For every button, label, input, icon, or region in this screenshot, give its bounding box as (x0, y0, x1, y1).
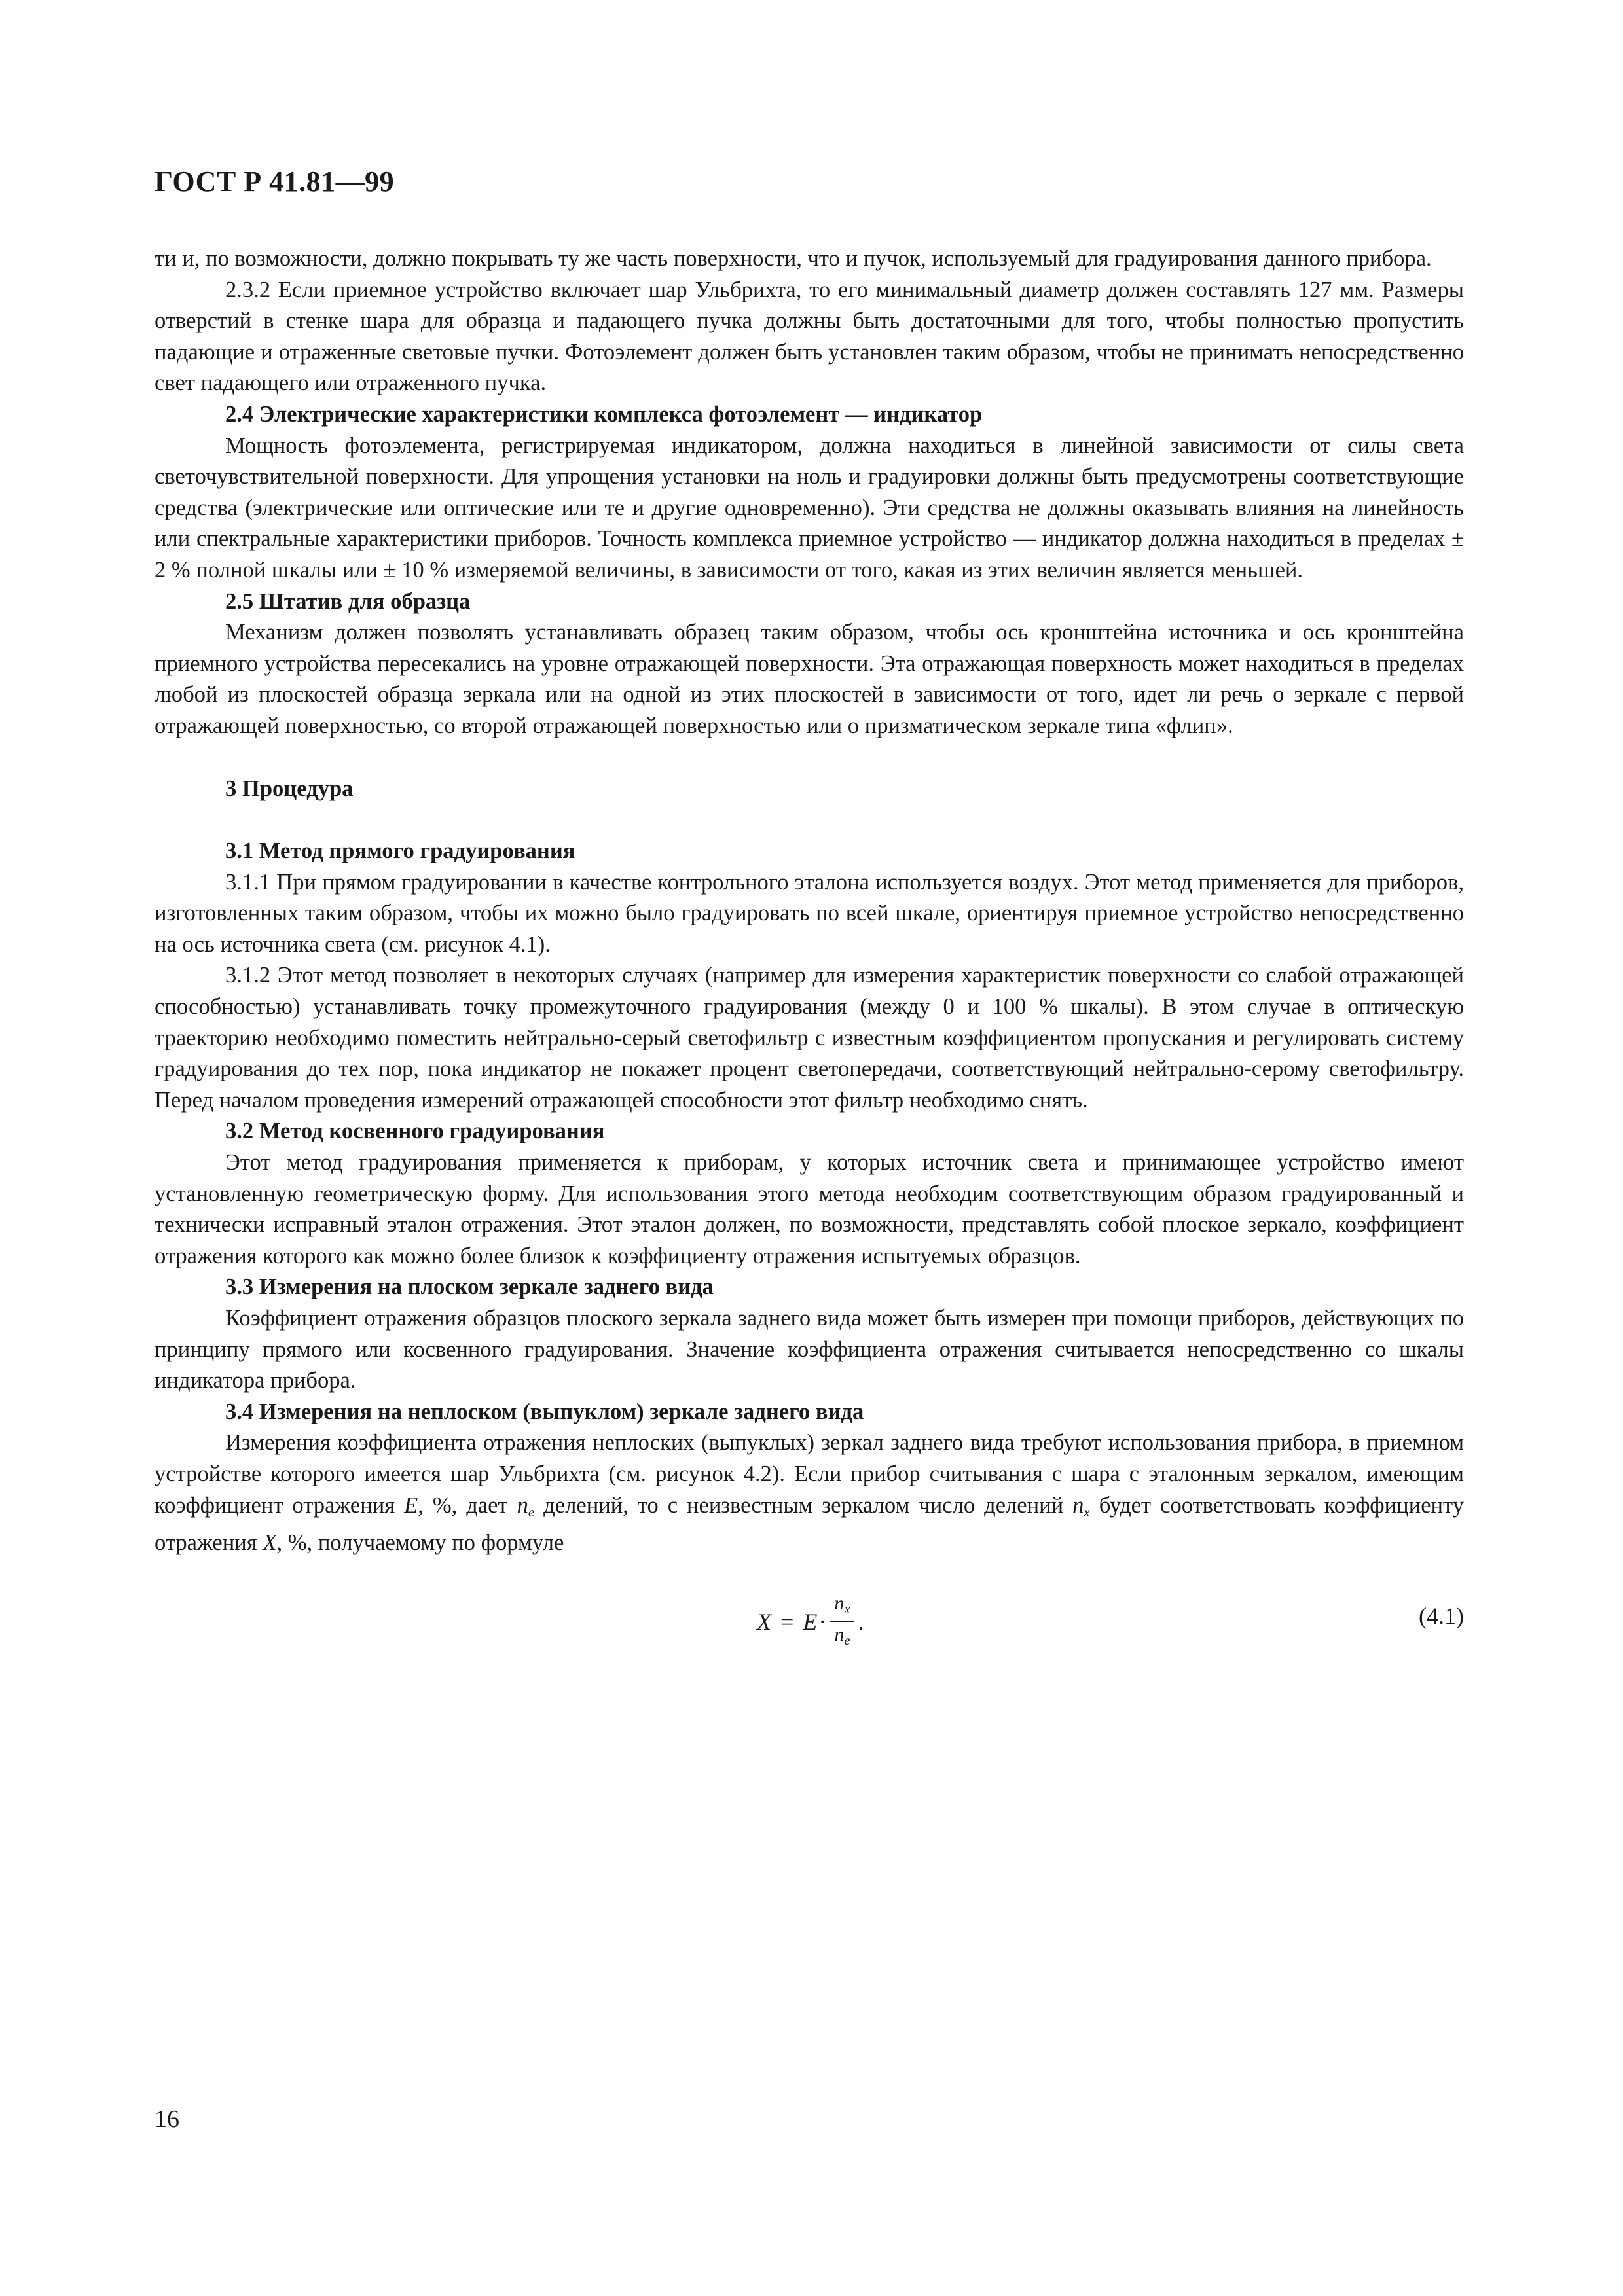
heading-2-5: 2.5 Штатив для образца (225, 588, 471, 614)
formula-e: E (803, 1608, 818, 1635)
formula-4-1 (155, 1583, 1464, 1661)
document-body (155, 243, 1464, 1661)
paragraph-2-3-2: 2.3.2 Если приемное устройство включает шар Ульбрихта, то его минимальный диаметр должен составлять 127 мм. Размеры отверстий в стенке шара для образца и падающего пучка должны быть достаточными для того, чтобы полностью пропустить падающие и отраженные световые пучки. Фотоэлемент должен быть установлен таким образом, чтобы не принимать непосредственно свет падающего или отраженного пучка. (155, 277, 1464, 396)
denominator-n: n (834, 1623, 845, 1645)
variable-e-reference: E (404, 1492, 418, 1518)
paragraph-3-4-text-a: Измерения коэффициента отражения неплоских (выпуклых) зеркал заднего вида требуют использования прибора, в приемном устройстве которого имеется шар Ульбрихта (см. рисунок 4.2). Если прибор считывания с шара с эталонным зеркалом, имеющим коэффициент отражения (155, 1430, 1464, 1518)
formula-multiply: · (818, 1608, 827, 1635)
heading-2-4: 2.4 Электрические характеристики комплекса фотоэлемент — индикатор (225, 401, 983, 427)
heading-3-1: 3.1 Метод прямого градуирования (225, 838, 575, 864)
variable-n-symbol: n (1072, 1492, 1084, 1518)
numerator-subscript: x (844, 1600, 850, 1617)
paragraph-3-4-text-b: , %, дает (418, 1492, 517, 1518)
paragraph-3-4 (155, 1427, 1464, 1558)
document-code-header: ГОСТ Р 41.81—99 (155, 166, 395, 198)
formula-numerator (830, 1592, 854, 1622)
paragraph-3-4-text-c: делений, то с неизвестным зеркалом число делений (534, 1492, 1073, 1518)
paragraph-3-1-2: 3.1.2 Этот метод позволяет в некоторых случаях (например для измерения характеристик поверхности со слабой отражающей способностью) устанавливать точку промежуточного градуирования (между 0 и 100 % шкалы). В этом случае в оптическую траекторию необходимо поместить нейтрально-серый светофильтр с известным коэффициентом пропускания и регулировать систему градуирования до тех пор, пока индикатор не покажет процент светопередачи, соответствующий нейтрально-серому светофильтру. Перед началом проведения измерений отражающей способности этот фильтр необходимо снять. (155, 963, 1464, 1113)
heading-3-3: 3.3 Измерения на плоском зеркале заднего вида (225, 1274, 714, 1300)
formula-period: . (858, 1608, 864, 1635)
page-number: 16 (155, 2106, 179, 2133)
formula-equals: = (780, 1608, 794, 1635)
variable-n-x (1072, 1493, 1090, 1518)
formula-expression (757, 1592, 864, 1653)
paragraph-2-5: Механизм должен позволять устанавливать образец таким образом, чтобы ось кронштейна источника и ось кронштейна приемного устройства пересекались на уровне отражающей поверхности. Эта отражающая поверхность может находиться в пределах любой из плоскостей образца зеркала или на одной из этих плоскостей в зависимости от того, идет ли речь о зеркале с первой отражающей поверхностью, со второй отражающей поверхностью или о призматическом зеркале типа «флип». (155, 620, 1464, 738)
variable-n-e (517, 1493, 535, 1518)
heading-3-4: 3.4 Измерения на неплоском (выпуклом) зеркале заднего вида (225, 1399, 864, 1424)
paragraph-3-2: Этот метод градуирования применяется к приборам, у которых источник света и принимающее устройство имеют установленную геометрическую форму. Для использования этого метода необходим соответствующим образом градуированный и технически исправный эталон отражения. Этот эталон должен, по возможности, представлять собой плоское зеркало, коэффициент отражения которого как можно более близок к коэффициенту отражения испытуемых образцов. (155, 1150, 1464, 1268)
variable-subscript-e: e (528, 1503, 535, 1520)
paragraph-2-4: Мощность фотоэлемента, регистрируемая индикатором, должна находиться в линейной зависимости от силы света светочувствительной поверхности. Для упрощения установки на ноль и градуировки должны быть предусмотрены соответствующие средства (электрические или оптические или те и другие одновременно). Эти средства не должны оказывать влияния на линейность или спектральные характеристики приборов. Точность комплекса приемное устройство — индикатор должна находиться в пределах ± 2 % полной шкалы или ± 10 % измеряемой величины, в зависимости от того, какая из этих величин является меньшей. (155, 433, 1464, 583)
formula-denominator (830, 1622, 854, 1653)
numerator-n: n (834, 1592, 845, 1614)
heading-3-2: 3.2 Метод косвенного градуирования (225, 1119, 605, 1144)
paragraph-3-1-1: 3.1.1 При прямом градуировании в качестве контрольного эталона используется воздух. Этот метод применяется для приборов, изготовленных таким образом, чтобы их можно было градуировать по всей шкале, ориентируя приемное устройство непосредственно на ось источника света (см. рисунок 4.1). (155, 869, 1464, 957)
formula-lhs: X (757, 1608, 771, 1635)
paragraph-continuation: ти и, по возможности, должно покрывать ту же часть поверхности, что и пучок, используемый для градуирования данного прибора. (155, 246, 1432, 271)
heading-3-procedure: 3 Процедура (225, 776, 354, 801)
paragraph-3-4-text-d: будет соответствовать коэффициенту отражения (155, 1492, 1464, 1556)
variable-n-symbol: n (517, 1492, 528, 1518)
formula-number: (4.1) (1419, 1602, 1464, 1629)
variable-x-result: X (263, 1530, 277, 1556)
variable-subscript-x: x (1084, 1503, 1090, 1520)
paragraph-3-3: Коэффициент отражения образцов плоского зеркала заднего вида может быть измерен при помощи приборов, действующих по принципу прямого или косвенного градуирования. Значение коэффициента отражения считывается непосредственно со шкалы индикатора прибора. (155, 1306, 1464, 1393)
formula-fraction (830, 1592, 854, 1653)
paragraph-3-4-text-f: , %, получаемому по формуле (276, 1530, 564, 1556)
denominator-subscript: e (844, 1632, 850, 1648)
